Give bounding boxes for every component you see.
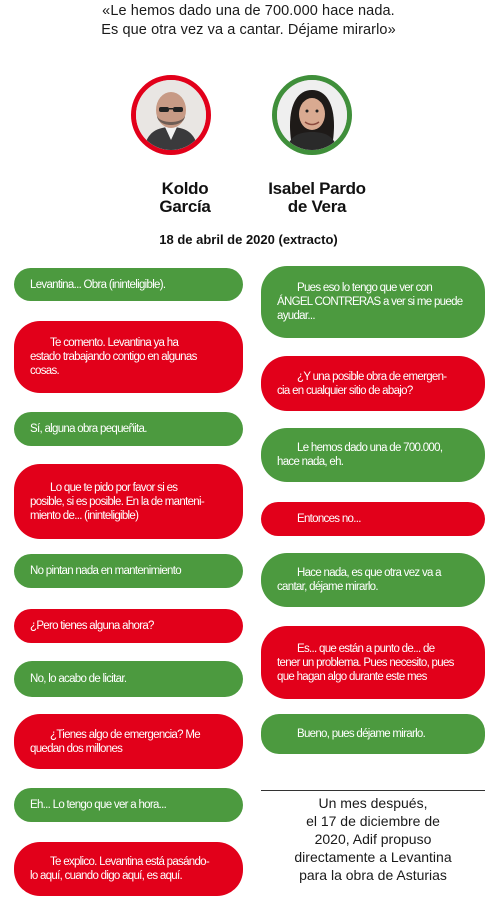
message-line: Te comento. Levantina ya ha <box>50 337 179 349</box>
note-line-5: para la obra de Asturias <box>299 867 447 883</box>
left-message-6 <box>14 609 243 643</box>
left-message-7 <box>14 661 243 697</box>
note-divider <box>261 790 485 791</box>
message-line: cantar, déjame mirarlo. <box>277 581 378 593</box>
message-line: Te explico. Levantina está pasándo- <box>50 856 209 868</box>
message-line: Bueno, pues déjame mirarlo. <box>297 728 426 740</box>
message-line: hace nada, eh. <box>277 456 344 468</box>
message-line: miento de... (ininteligible) <box>30 509 139 522</box>
quote-line-2: Es que otra vez va a cantar. Déjame mirarlo» <box>101 22 396 38</box>
left-message-8 <box>14 714 243 769</box>
right-message-1 <box>261 266 485 338</box>
message-line: ¿Y una posible obra de emergen- <box>297 370 447 383</box>
message-line: cia en cualquier sitio de abajo? <box>277 384 413 397</box>
message-line: No pintan nada en mantenimiento <box>30 565 181 577</box>
left-message-10 <box>14 842 243 896</box>
message-line: Pues eso lo tengo que ver con <box>297 282 433 294</box>
message-line: Levantina... Obra (ininteligible). <box>30 278 166 291</box>
right-message-2 <box>261 356 485 411</box>
portrait-woman-icon <box>277 80 347 150</box>
message-line: No, lo acabo de licitar. <box>30 673 127 685</box>
left-message-4 <box>14 464 243 539</box>
message-line: ayudar... <box>277 310 315 322</box>
closing-note <box>257 794 489 884</box>
message-line: Sí, alguna obra pequeñita. <box>30 423 147 435</box>
message-line: ÁNGEL CONTRERAS a ver si me puede <box>277 296 463 308</box>
message-line: Hace nada, es que otra vez va a <box>297 567 441 579</box>
right-message-4 <box>261 502 485 536</box>
message-line: Le hemos dado una de 700.000, <box>297 442 443 454</box>
avatar-isabel-pardo-de-vera <box>272 75 352 155</box>
right-message-3 <box>261 428 485 482</box>
speaker-right-first: Isabel Pardo <box>268 179 366 198</box>
speaker-name-left <box>125 180 245 216</box>
message-line: Lo que te pido por favor si es <box>50 481 178 494</box>
message-line: Eh... Lo tengo que ver a hora... <box>30 799 167 811</box>
note-line-3: 2020, Adif propuso <box>314 831 432 847</box>
avatar-koldo-garcia <box>131 75 211 155</box>
message-line: estado trabajando contigo en algunas <box>30 351 197 363</box>
left-message-3 <box>14 412 243 446</box>
speaker-name-right <box>252 180 382 216</box>
message-line: ¿Tienes algo de emergencia? Me <box>50 728 200 741</box>
left-message-5 <box>14 554 243 588</box>
speaker-left-last: García <box>159 197 211 216</box>
note-line-2: el 17 de diciembre de <box>306 813 440 829</box>
message-line: que hagan algo durante este mes <box>277 670 427 683</box>
right-message-7 <box>261 714 485 754</box>
left-message-9 <box>14 788 243 822</box>
left-message-2 <box>14 321 243 393</box>
quote-line-1: «Le hemos dado una de 700.000 hace nada. <box>102 3 395 19</box>
speaker-right-last: de Vera <box>287 197 347 216</box>
right-message-6 <box>261 626 485 699</box>
message-line: tener un problema. Pues necesito, pues <box>277 656 454 669</box>
message-line: Es... que están a punto de... de <box>297 642 435 655</box>
left-message-1 <box>14 268 243 301</box>
right-message-5 <box>261 553 485 607</box>
portrait-man-icon <box>136 80 206 150</box>
message-line: posible, si es posible. En la de manteni- <box>30 495 204 508</box>
headline-quote <box>0 2 497 40</box>
message-line: lo aquí, cuando digo aquí, es aquí. <box>30 870 182 882</box>
note-line-1: Un mes después, <box>318 795 428 811</box>
conversation-date: 18 de abril de 2020 (extracto) <box>159 232 338 247</box>
speaker-left-first: Koldo <box>161 179 209 198</box>
message-line: ¿Pero tienes alguna ahora? <box>30 620 154 632</box>
note-line-4: directamente a Levantina <box>294 849 452 865</box>
message-line: cosas. <box>30 365 60 377</box>
message-line: quedan dos millones <box>30 742 123 755</box>
message-line: Entonces no... <box>297 513 361 525</box>
